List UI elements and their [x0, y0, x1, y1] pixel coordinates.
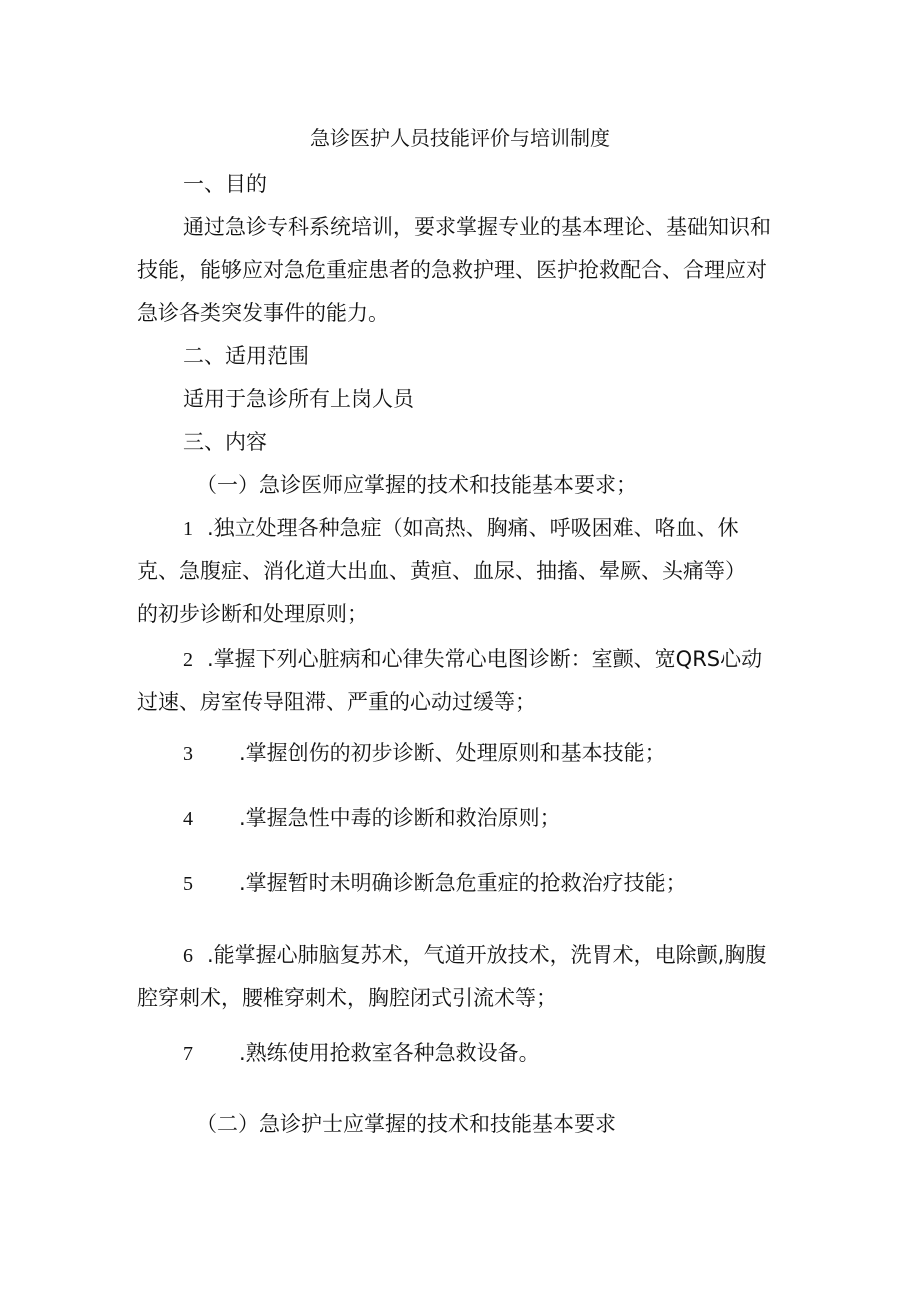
subsection-heading-nurses: （二）急诊护士应掌握的技术和技能基本要求 [196, 1112, 616, 1136]
purpose-paragraph-line-1: 通过急诊专科系统培训，要求掌握专业的基本理论、基础知识和 [183, 215, 771, 239]
list-item-7: 7 .熟练使用抢救室各种急救设备。 [183, 1039, 540, 1068]
list-item-2-line-1: 2 .掌握下列心脏病和心律失常心电图诊断：室颤、宽QRS心动 [183, 645, 762, 674]
list-item-2-number: 2 [183, 649, 193, 671]
list-item-1-number: 1 [183, 518, 193, 540]
list-item-4: 4 .掌握急性中毒的诊断和救治原则； [183, 804, 561, 833]
list-item-1-line-2: 克、急腹症、消化道大出血、黄疸、血尿、抽搐、晕厥、头痛等） [137, 559, 746, 583]
scope-text: 适用于急诊所有上岗人员 [183, 387, 414, 411]
section-heading-scope: 二、适用范围 [183, 344, 309, 368]
list-item-3-number: 3 [183, 743, 193, 765]
subsection-heading-doctors: （一）急诊医师应掌握的技术和技能基本要求； [196, 473, 637, 497]
list-item-6-line-2: 腔穿刺术，腰椎穿刺术，胸腔闭式引流术等； [137, 986, 557, 1010]
list-item-1-line-3: 的初步诊断和处理原则； [137, 602, 368, 626]
list-item-4-number: 4 [183, 808, 193, 830]
list-item-1-line-1: 1 .独立处理各种急症（如高热、胸痛、呼吸困难、咯血、休 [183, 514, 739, 543]
purpose-paragraph-line-3: 急诊各类突发事件的能力。 [137, 301, 389, 325]
section-heading-content: 三、内容 [183, 430, 267, 454]
section-heading-purpose: 一、目的 [183, 172, 267, 196]
list-item-2-line-2: 过速、房室传导阻滞、严重的心动过缓等； [137, 690, 536, 714]
list-item-3: 3 .掌握创伤的初步诊断、处理原则和基本技能； [183, 739, 666, 768]
list-item-6-number: 6 [183, 945, 193, 967]
list-item-5: 5 .掌握暂时未明确诊断急危重症的抢救治疗技能； [183, 869, 687, 898]
list-item-6-line-1: 6 .能掌握心肺脑复苏术，气道开放技术，洗胃术，电除颤,胸腹 [183, 941, 766, 970]
purpose-paragraph-line-2: 技能，能够应对急危重症患者的急救护理、医护抢救配合、合理应对 [137, 258, 767, 282]
list-item-7-number: 7 [183, 1043, 193, 1065]
list-item-5-number: 5 [183, 873, 193, 895]
document-title: 急诊医护人员技能评价与培训制度 [310, 126, 610, 150]
